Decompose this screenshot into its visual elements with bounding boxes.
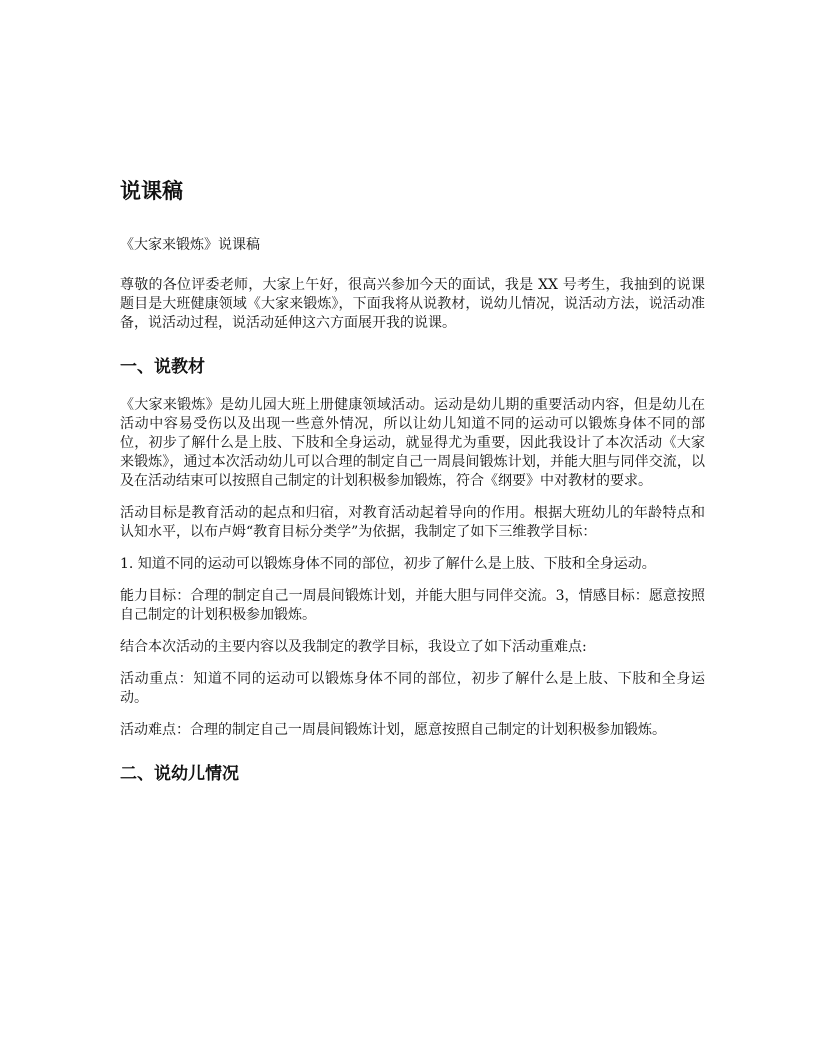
intro-paragraph: 尊敬的各位评委老师，大家上午好，很高兴参加今天的面试，我是 XX 号考生，我抽到的说课题目是大班健康领域《大家来锻炼》，下面我将从说教材，说幼儿情况，说活动方法，说活动准备，说活动过程，说活动延伸这六方面展开我的说课。: [120, 277, 705, 331]
section-heading-children: 二、说幼儿情况: [120, 764, 239, 784]
document-title: 说课稿: [120, 179, 183, 203]
document-page: [120, 176, 705, 803]
document-subtitle: 《大家来锻炼》说课稿: [120, 237, 260, 253]
paragraph-key-points-intro: 结合本次活动的主要内容以及我制定的教学目标，我设立了如下活动重难点:: [120, 639, 587, 655]
paragraph-knowledge-goal: 1. 知道不同的运动可以锻炼身体不同的部位，初步了解什么是上肢、下肢和全身运动。: [120, 556, 656, 572]
paragraph-textbook-overview: 《大家来锻炼》是幼儿园大班上册健康领域活动。运动是幼儿期的重要活动内容，但是幼儿在活动中容易受伤以及出现一些意外情况，所以让幼儿知道不同的运动可以锻炼身体不同的部位，初步了解什么是上肢、下肢和全身运动，就显得尤为重要，因此我设计了本次活动《大家来锻炼》，通过本次活动幼儿可以合理的制定自己一周晨间锻炼计划，并能大胆与同伴交流，以及在活动结束可以按照自己制定的计划积极参加锻炼，符合《纲要》中对教材的要求。: [120, 397, 705, 489]
paragraph-difficult-point: 活动难点：合理的制定自己一周晨间锻炼计划，愿意按照自己制定的计划积极参加锻炼。: [120, 722, 666, 738]
paragraph-key-point: 活动重点：知道不同的运动可以锻炼身体不同的部位，初步了解什么是上肢、下肢和全身运动。: [120, 671, 705, 706]
paragraph-activity-goals: 活动目标是教育活动的起点和归宿，对教育活动起着导向的作用。根据大班幼儿的年龄特点和认知水平，以布卢姆“教育目标分类学”为依据，我制定了如下三维教学目标：: [120, 505, 705, 540]
section-heading-textbook: 一、说教材: [120, 357, 205, 377]
paragraph-ability-goal: 能力目标：合理的制定自己一周晨间锻炼计划，并能大胆与同伴交流。3，情感目标：愿意按照自己制定的计划积极参加锻炼。: [120, 588, 705, 623]
